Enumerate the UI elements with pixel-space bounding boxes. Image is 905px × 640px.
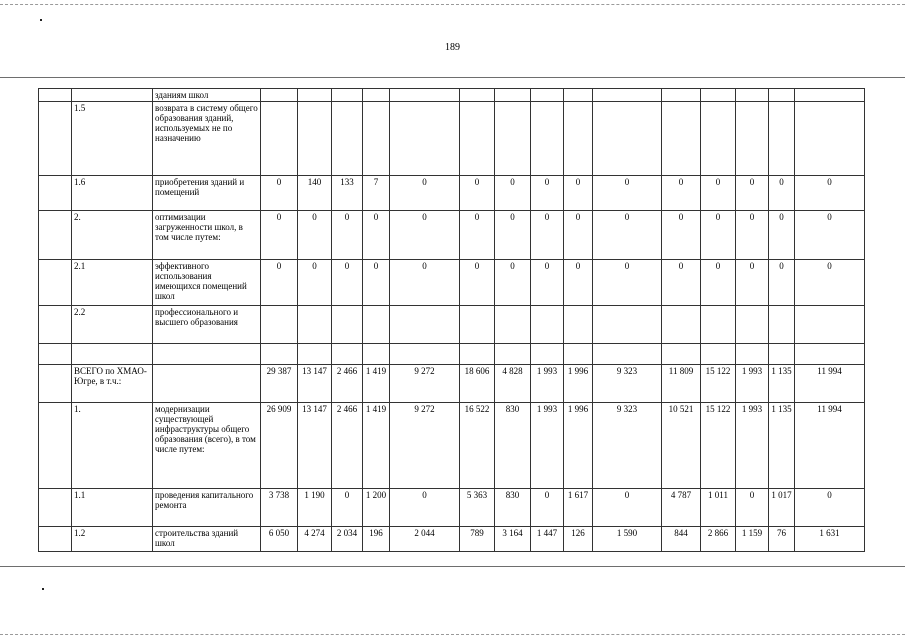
- value-cell: [363, 344, 390, 365]
- value-cell: [460, 344, 495, 365]
- value-cell: 0: [662, 211, 701, 260]
- value-cell: [531, 89, 564, 102]
- value-cell: 1 993: [531, 403, 564, 489]
- value-cell: [390, 102, 460, 176]
- value-cell: 1 419: [363, 365, 390, 403]
- value-cell: [564, 306, 593, 344]
- value-cell: [363, 89, 390, 102]
- value-cell: 4 787: [662, 489, 701, 527]
- value-cell: 9 323: [593, 403, 662, 489]
- value-cell: 1 447: [531, 527, 564, 552]
- value-cell: 0: [332, 489, 363, 527]
- value-cell: 0: [769, 211, 795, 260]
- value-cell: 0: [736, 176, 769, 211]
- value-cell: 0: [593, 176, 662, 211]
- value-cell: 2 044: [390, 527, 460, 552]
- value-cell: [261, 344, 298, 365]
- value-cell: [261, 306, 298, 344]
- value-cell: 0: [332, 260, 363, 306]
- value-cell: 0: [795, 211, 865, 260]
- value-cell: 9 323: [593, 365, 662, 403]
- value-cell: 0: [736, 260, 769, 306]
- value-cell: 11 994: [795, 365, 865, 403]
- page-number: 189: [445, 42, 460, 53]
- value-cell: [390, 306, 460, 344]
- value-cell: [363, 102, 390, 176]
- value-cell: [662, 89, 701, 102]
- value-cell: [531, 344, 564, 365]
- value-cell: [593, 344, 662, 365]
- value-cell: 18 606: [460, 365, 495, 403]
- value-cell: 0: [564, 211, 593, 260]
- row-index: [39, 211, 72, 260]
- table-row: [39, 489, 865, 527]
- value-cell: [769, 89, 795, 102]
- value-cell: [769, 102, 795, 176]
- value-cell: 0: [390, 176, 460, 211]
- table-row: [39, 89, 865, 102]
- value-cell: 1 993: [736, 403, 769, 489]
- value-cell: 1 017: [769, 489, 795, 527]
- value-cell: [460, 102, 495, 176]
- value-cell: 2 866: [701, 527, 736, 552]
- row-description: профессионального и высшего образования: [153, 306, 261, 344]
- value-cell: 1 617: [564, 489, 593, 527]
- row-description: проведения капитального ремонта: [153, 489, 261, 527]
- value-cell: 196: [363, 527, 390, 552]
- value-cell: 1 200: [363, 489, 390, 527]
- value-cell: [298, 102, 332, 176]
- value-cell: 0: [593, 489, 662, 527]
- value-cell: 0: [769, 260, 795, 306]
- table-row: [39, 260, 865, 306]
- value-cell: [298, 89, 332, 102]
- value-cell: 126: [564, 527, 593, 552]
- row-description: возврата в систему общего образования зданий, используемых не по назначению: [153, 102, 261, 176]
- row-index: [39, 365, 72, 403]
- value-cell: 10 521: [662, 403, 701, 489]
- value-cell: [736, 102, 769, 176]
- value-cell: 5 363: [460, 489, 495, 527]
- row-description: эффективного использования имеющихся помещений школ: [153, 260, 261, 306]
- value-cell: [495, 344, 531, 365]
- value-cell: 1 419: [363, 403, 390, 489]
- value-cell: 13 147: [298, 365, 332, 403]
- row-index: [39, 489, 72, 527]
- value-cell: [390, 89, 460, 102]
- value-cell: [593, 89, 662, 102]
- table-row: [39, 211, 865, 260]
- value-cell: [701, 89, 736, 102]
- row-number: 1.2: [72, 527, 153, 552]
- value-cell: 0: [736, 211, 769, 260]
- value-cell: [363, 306, 390, 344]
- value-cell: 1 159: [736, 527, 769, 552]
- value-cell: [298, 306, 332, 344]
- value-cell: 0: [564, 176, 593, 211]
- row-description: [153, 344, 261, 365]
- value-cell: 0: [298, 211, 332, 260]
- row-index: [39, 344, 72, 365]
- value-cell: 3 164: [495, 527, 531, 552]
- value-cell: 6 050: [261, 527, 298, 552]
- value-cell: 133: [332, 176, 363, 211]
- value-cell: 0: [662, 260, 701, 306]
- value-cell: [701, 102, 736, 176]
- value-cell: 0: [795, 176, 865, 211]
- value-cell: 0: [298, 260, 332, 306]
- value-cell: [495, 102, 531, 176]
- value-cell: [795, 344, 865, 365]
- value-cell: [769, 344, 795, 365]
- row-number: 2.: [72, 211, 153, 260]
- value-cell: 0: [460, 176, 495, 211]
- value-cell: 2 034: [332, 527, 363, 552]
- value-cell: 1 011: [701, 489, 736, 527]
- value-cell: 29 387: [261, 365, 298, 403]
- value-cell: [662, 344, 701, 365]
- row-description: модернизации существующей инфраструктуры общего образования (всего), в том числе путем:: [153, 403, 261, 489]
- value-cell: 0: [701, 176, 736, 211]
- table-row: [39, 365, 865, 403]
- value-cell: 26 909: [261, 403, 298, 489]
- row-index: [39, 260, 72, 306]
- value-cell: [701, 306, 736, 344]
- value-cell: 0: [769, 176, 795, 211]
- scan-speck-top: [40, 19, 42, 21]
- table-row: [39, 176, 865, 211]
- row-index: [39, 89, 72, 102]
- row-number: 2.1: [72, 260, 153, 306]
- value-cell: 2 466: [332, 365, 363, 403]
- row-number: 1.6: [72, 176, 153, 211]
- value-cell: [531, 306, 564, 344]
- value-cell: 13 147: [298, 403, 332, 489]
- value-cell: [261, 89, 298, 102]
- row-index: [39, 176, 72, 211]
- value-cell: 140: [298, 176, 332, 211]
- value-cell: 844: [662, 527, 701, 552]
- value-cell: 9 272: [390, 403, 460, 489]
- value-cell: [736, 306, 769, 344]
- value-cell: 0: [795, 489, 865, 527]
- value-cell: [390, 344, 460, 365]
- value-cell: 9 272: [390, 365, 460, 403]
- value-cell: 0: [460, 260, 495, 306]
- value-cell: [662, 102, 701, 176]
- value-cell: 0: [332, 211, 363, 260]
- value-cell: [332, 344, 363, 365]
- row-number: [72, 89, 153, 102]
- value-cell: 3 738: [261, 489, 298, 527]
- value-cell: 0: [795, 260, 865, 306]
- value-cell: 0: [531, 489, 564, 527]
- table-row: [39, 403, 865, 489]
- value-cell: 16 522: [460, 403, 495, 489]
- value-cell: [531, 102, 564, 176]
- value-cell: 0: [261, 260, 298, 306]
- value-cell: [564, 344, 593, 365]
- value-cell: [769, 306, 795, 344]
- value-cell: 0: [261, 176, 298, 211]
- value-cell: [332, 102, 363, 176]
- value-cell: 1 631: [795, 527, 865, 552]
- value-cell: [662, 306, 701, 344]
- value-cell: 1 993: [736, 365, 769, 403]
- value-cell: [593, 102, 662, 176]
- value-cell: [298, 344, 332, 365]
- value-cell: [701, 344, 736, 365]
- row-number: [72, 344, 153, 365]
- value-cell: 1 135: [769, 365, 795, 403]
- top-scan-border: [0, 4, 905, 5]
- row-number: 1.1: [72, 489, 153, 527]
- value-cell: 15 122: [701, 403, 736, 489]
- value-cell: 76: [769, 527, 795, 552]
- value-cell: 0: [460, 211, 495, 260]
- value-cell: 830: [495, 403, 531, 489]
- row-number: ВСЕГО по ХМАО-Югре, в т.ч.:: [72, 365, 153, 403]
- header-rule: [0, 77, 905, 78]
- value-cell: [795, 102, 865, 176]
- row-number: 1.: [72, 403, 153, 489]
- value-cell: 0: [593, 260, 662, 306]
- row-description: оптимизации загруженности школ, в том числе путем:: [153, 211, 261, 260]
- value-cell: 1 996: [564, 365, 593, 403]
- value-cell: 830: [495, 489, 531, 527]
- value-cell: 0: [531, 260, 564, 306]
- value-cell: 0: [531, 211, 564, 260]
- value-cell: [332, 89, 363, 102]
- row-index: [39, 306, 72, 344]
- value-cell: 0: [564, 260, 593, 306]
- value-cell: [564, 89, 593, 102]
- value-cell: [736, 344, 769, 365]
- value-cell: 11 994: [795, 403, 865, 489]
- value-cell: [564, 102, 593, 176]
- data-table: [38, 88, 865, 552]
- value-cell: 0: [390, 260, 460, 306]
- value-cell: 4 828: [495, 365, 531, 403]
- value-cell: [460, 89, 495, 102]
- value-cell: [495, 89, 531, 102]
- value-cell: 0: [495, 176, 531, 211]
- value-cell: 789: [460, 527, 495, 552]
- scan-speck-bottom: [42, 588, 44, 590]
- value-cell: [332, 306, 363, 344]
- bottom-scan-border: [0, 634, 905, 635]
- table-row: [39, 527, 865, 552]
- value-cell: [736, 89, 769, 102]
- value-cell: 4 274: [298, 527, 332, 552]
- row-index: [39, 403, 72, 489]
- table-row: [39, 306, 865, 344]
- value-cell: 0: [736, 489, 769, 527]
- row-number: 1.5: [72, 102, 153, 176]
- value-cell: 7: [363, 176, 390, 211]
- value-cell: 0: [495, 211, 531, 260]
- value-cell: 0: [495, 260, 531, 306]
- value-cell: 0: [390, 489, 460, 527]
- row-description: строительства зданий школ: [153, 527, 261, 552]
- table-row: [39, 102, 865, 176]
- value-cell: 1 190: [298, 489, 332, 527]
- value-cell: 2 466: [332, 403, 363, 489]
- value-cell: 0: [363, 260, 390, 306]
- row-index: [39, 527, 72, 552]
- value-cell: 11 809: [662, 365, 701, 403]
- value-cell: 0: [701, 260, 736, 306]
- value-cell: 0: [701, 211, 736, 260]
- value-cell: 0: [363, 211, 390, 260]
- value-cell: 1 996: [564, 403, 593, 489]
- row-description: зданиям школ: [153, 89, 261, 102]
- footer-rule: [0, 566, 905, 567]
- value-cell: 0: [593, 211, 662, 260]
- value-cell: [261, 102, 298, 176]
- value-cell: 15 122: [701, 365, 736, 403]
- value-cell: 0: [261, 211, 298, 260]
- value-cell: 1 993: [531, 365, 564, 403]
- row-index: [39, 102, 72, 176]
- row-number: 2.2: [72, 306, 153, 344]
- value-cell: [460, 306, 495, 344]
- row-description: [153, 365, 261, 403]
- value-cell: 1 590: [593, 527, 662, 552]
- value-cell: 0: [531, 176, 564, 211]
- table-row: [39, 344, 865, 365]
- value-cell: [593, 306, 662, 344]
- value-cell: 1 135: [769, 403, 795, 489]
- value-cell: 0: [390, 211, 460, 260]
- row-description: приобретения зданий и помещений: [153, 176, 261, 211]
- value-cell: 0: [662, 176, 701, 211]
- value-cell: [795, 306, 865, 344]
- value-cell: [795, 89, 865, 102]
- value-cell: [495, 306, 531, 344]
